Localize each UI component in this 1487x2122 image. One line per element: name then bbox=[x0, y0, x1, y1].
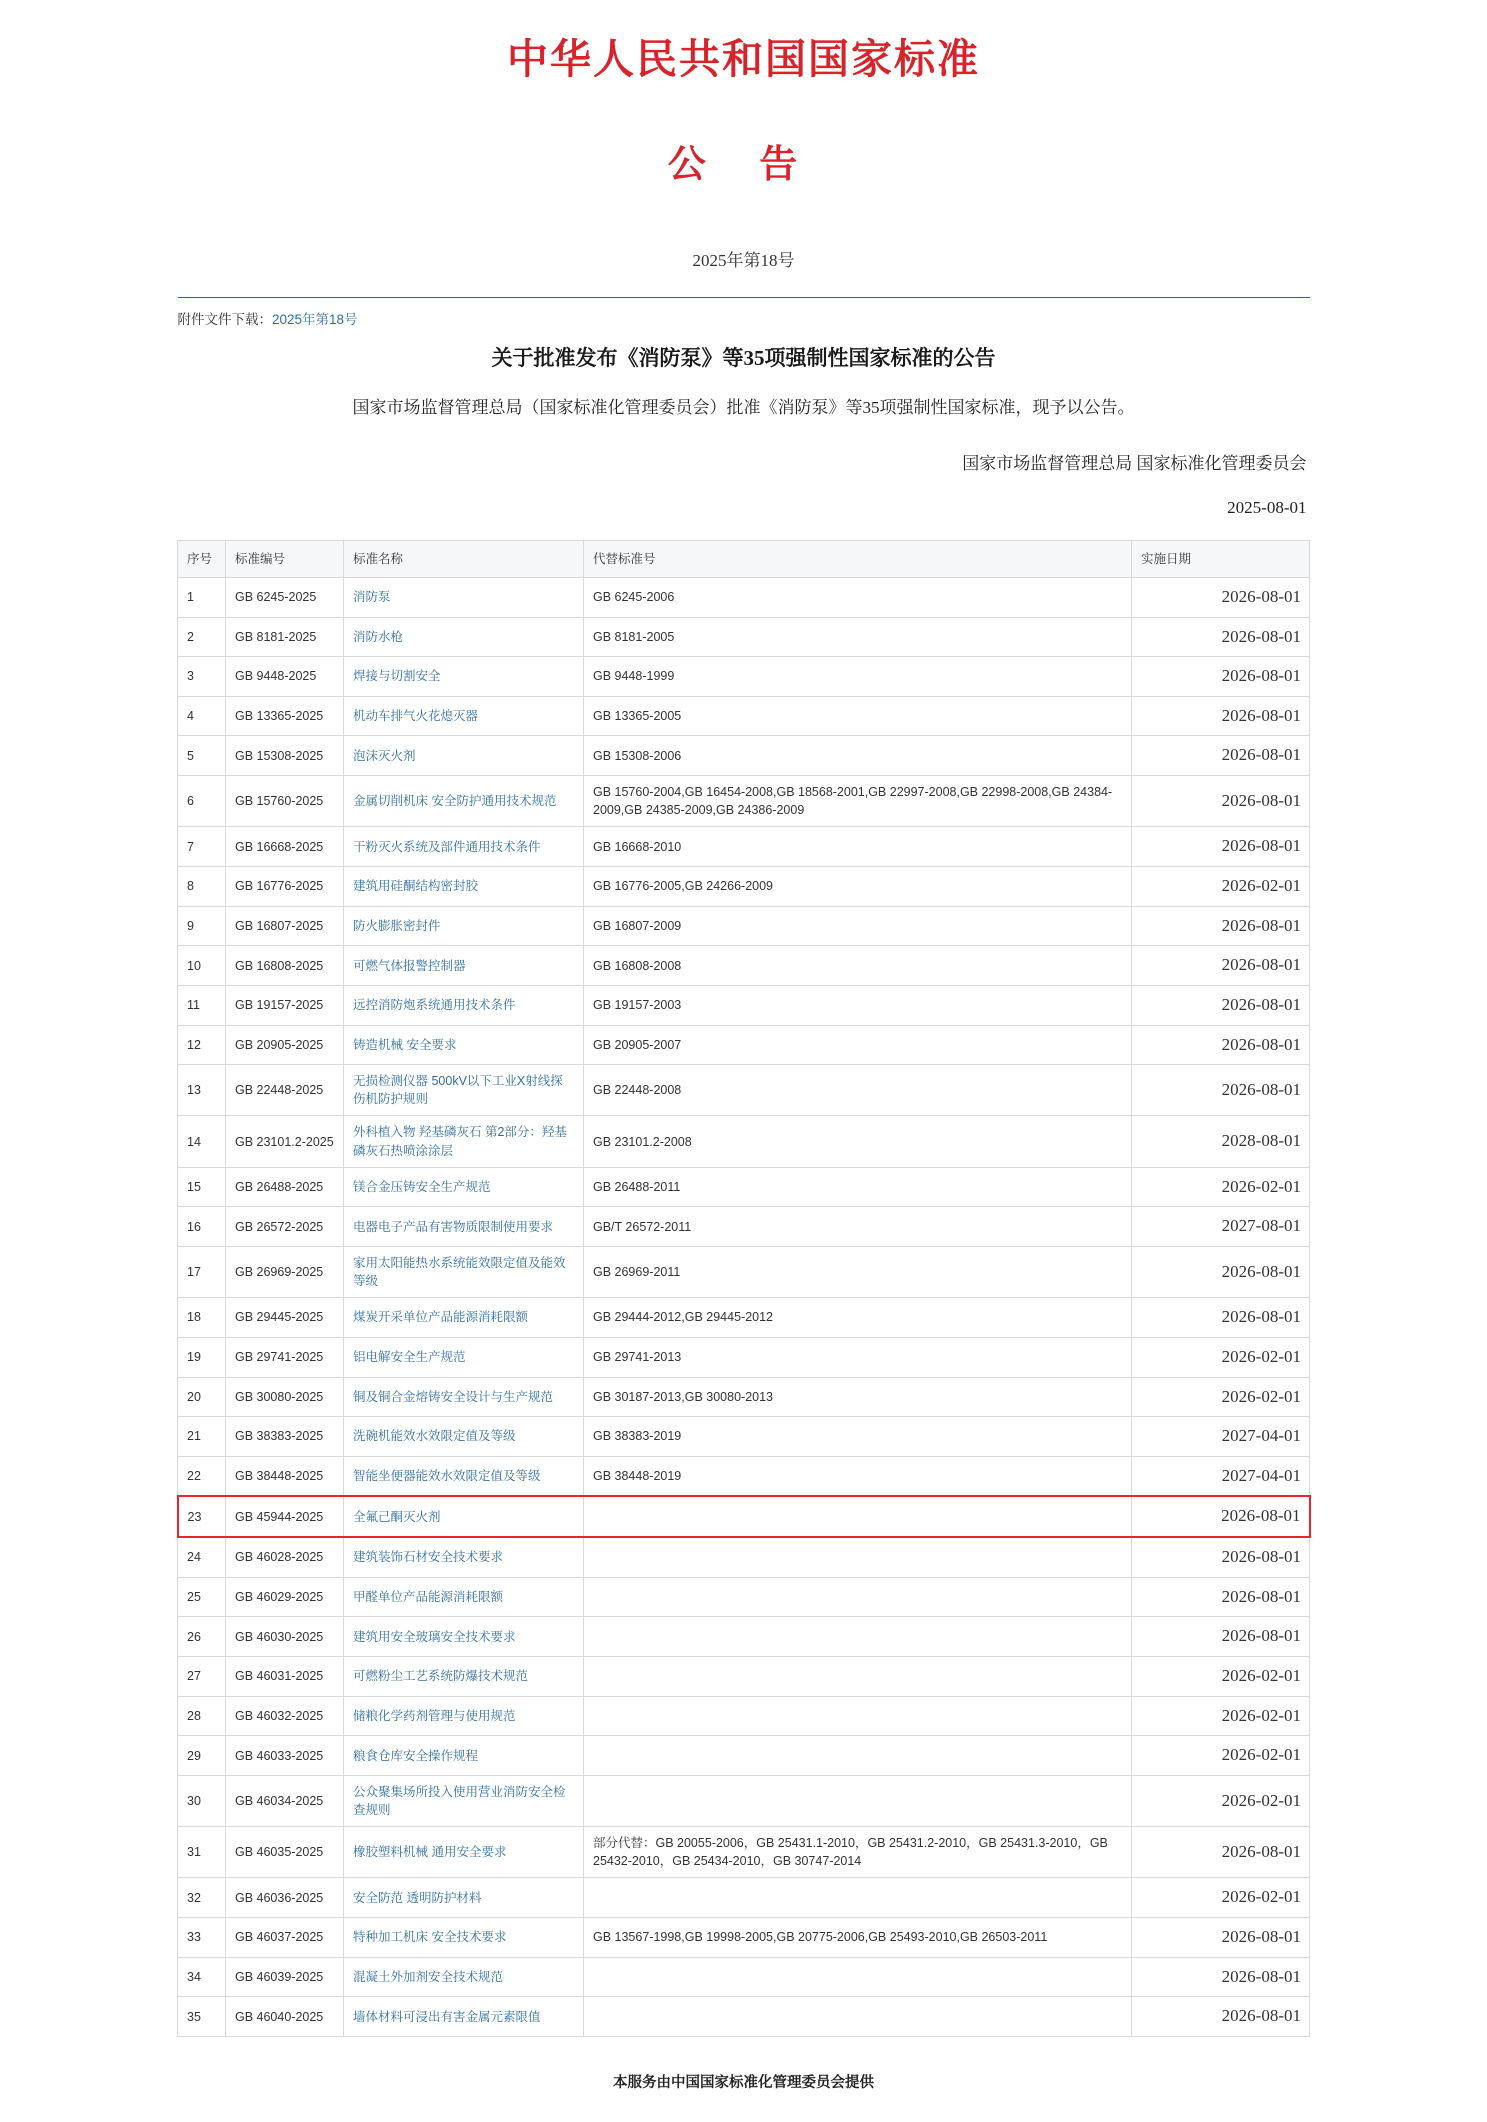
cell-replaced-code: GB 16776-2005,GB 24266-2009 bbox=[584, 866, 1132, 906]
cell-standard-name[interactable]: 铸造机械 安全要求 bbox=[344, 1025, 584, 1065]
cell-seq: 9 bbox=[178, 906, 226, 946]
cell-effective-date: 2027-08-01 bbox=[1132, 1207, 1310, 1247]
cell-replaced-code: GB 38383-2019 bbox=[584, 1417, 1132, 1457]
column-header-name: 标准名称 bbox=[344, 540, 584, 577]
table-row bbox=[178, 657, 1310, 697]
page-subtitle: 公 告 bbox=[667, 144, 820, 186]
table-row bbox=[178, 1736, 1310, 1776]
cell-replaced-code: GB 16808-2008 bbox=[584, 946, 1132, 986]
cell-effective-date: 2026-08-01 bbox=[1132, 1496, 1310, 1537]
cell-seq: 26 bbox=[178, 1617, 226, 1657]
cell-standard-code: GB 46032-2025 bbox=[226, 1696, 344, 1736]
cell-seq: 35 bbox=[178, 1997, 226, 2037]
cell-standard-code: GB 9448-2025 bbox=[226, 657, 344, 697]
table-row bbox=[178, 1065, 1310, 1116]
cell-seq: 33 bbox=[178, 1918, 226, 1958]
cell-standard-code: GB 19157-2025 bbox=[226, 985, 344, 1025]
cell-standard-name[interactable]: 安全防范 透明防护材料 bbox=[344, 1878, 584, 1918]
table-row bbox=[178, 866, 1310, 906]
cell-standard-name[interactable]: 镁合金压铸安全生产规范 bbox=[344, 1167, 584, 1207]
cell-standard-code: GB 13365-2025 bbox=[226, 696, 344, 736]
cell-replaced-code: GB 20905-2007 bbox=[584, 1025, 1132, 1065]
cell-seq: 22 bbox=[178, 1456, 226, 1496]
cell-seq: 10 bbox=[178, 946, 226, 986]
cell-effective-date: 2026-08-01 bbox=[1132, 1246, 1310, 1297]
notice-title: 关于批准发布《消防泵》等35项强制性国家标准的公告 bbox=[491, 346, 996, 370]
cell-seq: 16 bbox=[178, 1207, 226, 1247]
cell-seq: 8 bbox=[178, 866, 226, 906]
table-row bbox=[178, 985, 1310, 1025]
cell-seq: 6 bbox=[178, 776, 226, 827]
cell-replaced-code bbox=[584, 1496, 1132, 1537]
cell-standard-name[interactable]: 全氟己酮灭火剂 bbox=[344, 1496, 584, 1537]
cell-standard-name[interactable]: 无损检测仪器 500kV以下工业X射线探伤机防护规则 bbox=[344, 1065, 584, 1116]
cell-standard-name[interactable]: 干粉灭火系统及部件通用技术条件 bbox=[344, 827, 584, 867]
notice-date: 2025-08-01 bbox=[1227, 497, 1307, 517]
cell-standard-code: GB 38383-2025 bbox=[226, 1417, 344, 1457]
table-row bbox=[178, 1918, 1310, 1958]
table-row bbox=[178, 1116, 1310, 1167]
cell-standard-name[interactable]: 外科植入物 羟基磷灰石 第2部分：羟基磷灰石热喷涂涂层 bbox=[344, 1116, 584, 1167]
cell-standard-name[interactable]: 机动车排气火花熄灭器 bbox=[344, 696, 584, 736]
footer-text: 本服务由中国国家标准化管理委员会提供 bbox=[613, 2074, 874, 2091]
cell-replaced-code: GB 15760-2004,GB 16454-2008,GB 18568-2001,GB 22997-2008,GB 22998-2008,GB 24384-2009,GB 24385-2009,GB 24386-2009 bbox=[584, 776, 1132, 827]
cell-seq: 18 bbox=[178, 1298, 226, 1338]
cell-effective-date: 2026-02-01 bbox=[1132, 1736, 1310, 1776]
cell-effective-date: 2026-08-01 bbox=[1132, 906, 1310, 946]
cell-effective-date: 2026-08-01 bbox=[1132, 1025, 1310, 1065]
table-row bbox=[178, 617, 1310, 657]
cell-standard-name[interactable]: 公众聚集场所投入使用营业消防安全检查规则 bbox=[344, 1775, 584, 1826]
cell-effective-date: 2027-04-01 bbox=[1132, 1456, 1310, 1496]
cell-replaced-code: GB 15308-2006 bbox=[584, 736, 1132, 776]
table-row bbox=[178, 1377, 1310, 1417]
table-row bbox=[178, 1957, 1310, 1997]
cell-effective-date: 2026-02-01 bbox=[1132, 1167, 1310, 1207]
cell-seq: 32 bbox=[178, 1878, 226, 1918]
cell-seq: 20 bbox=[178, 1377, 226, 1417]
cell-effective-date: 2026-08-01 bbox=[1132, 776, 1310, 827]
cell-effective-date: 2026-08-01 bbox=[1132, 1957, 1310, 1997]
cell-replaced-code: GB 29444-2012,GB 29445-2012 bbox=[584, 1298, 1132, 1338]
cell-replaced-code: GB 16668-2010 bbox=[584, 827, 1132, 867]
cell-effective-date: 2026-08-01 bbox=[1132, 1298, 1310, 1338]
table-row bbox=[178, 1167, 1310, 1207]
cell-replaced-code: GB 30187-2013,GB 30080-2013 bbox=[584, 1377, 1132, 1417]
cell-effective-date: 2026-08-01 bbox=[1132, 827, 1310, 867]
cell-standard-code: GB 30080-2025 bbox=[226, 1377, 344, 1417]
cell-standard-name[interactable]: 智能坐便器能效水效限定值及等级 bbox=[344, 1456, 584, 1496]
cell-seq: 24 bbox=[178, 1537, 226, 1577]
cell-standard-code: GB 20905-2025 bbox=[226, 1025, 344, 1065]
table-row bbox=[178, 827, 1310, 867]
cell-replaced-code: GB 6245-2006 bbox=[584, 577, 1132, 617]
cell-effective-date: 2026-08-01 bbox=[1132, 657, 1310, 697]
cell-effective-date: 2026-08-01 bbox=[1132, 1065, 1310, 1116]
cell-standard-code: GB 46029-2025 bbox=[226, 1577, 344, 1617]
cell-standard-name[interactable]: 甲醛单位产品能源消耗限额 bbox=[344, 1577, 584, 1617]
cell-seq: 34 bbox=[178, 1957, 226, 1997]
cell-replaced-code: GB 26969-2011 bbox=[584, 1246, 1132, 1297]
attachment-row bbox=[178, 308, 1310, 328]
cell-replaced-code bbox=[584, 1957, 1132, 1997]
table-row bbox=[178, 1997, 1310, 2037]
cell-seq: 3 bbox=[178, 657, 226, 697]
cell-standard-code: GB 29741-2025 bbox=[226, 1337, 344, 1377]
cell-standard-code: GB 16808-2025 bbox=[226, 946, 344, 986]
cell-replaced-code: GB 38448-2019 bbox=[584, 1456, 1132, 1496]
cell-replaced-code bbox=[584, 1878, 1132, 1918]
cell-standard-name[interactable]: 电器电子产品有害物质限制使用要求 bbox=[344, 1207, 584, 1247]
cell-effective-date: 2027-04-01 bbox=[1132, 1417, 1310, 1457]
cell-standard-name[interactable]: 可燃粉尘工艺系统防爆技术规范 bbox=[344, 1656, 584, 1696]
cell-standard-code: GB 45944-2025 bbox=[226, 1496, 344, 1537]
cell-effective-date: 2026-08-01 bbox=[1132, 946, 1310, 986]
cell-replaced-code bbox=[584, 1696, 1132, 1736]
cell-seq: 30 bbox=[178, 1775, 226, 1826]
cell-effective-date: 2026-02-01 bbox=[1132, 1878, 1310, 1918]
notice-body: 国家市场监督管理总局（国家标准化管理委员会）批准《消防泵》等35项强制性国家标准，现予以公告。 bbox=[352, 398, 1135, 417]
cell-standard-code: GB 46028-2025 bbox=[226, 1537, 344, 1577]
cell-standard-code: GB 46031-2025 bbox=[226, 1656, 344, 1696]
table-row bbox=[178, 946, 1310, 986]
cell-seq: 28 bbox=[178, 1696, 226, 1736]
cell-effective-date: 2026-02-01 bbox=[1132, 1775, 1310, 1826]
cell-effective-date: 2026-08-01 bbox=[1132, 1997, 1310, 2037]
table-row bbox=[178, 776, 1310, 827]
cell-standard-code: GB 26488-2025 bbox=[226, 1167, 344, 1207]
cell-standard-name[interactable]: 粮食仓库安全操作规程 bbox=[344, 1736, 584, 1776]
cell-seq: 15 bbox=[178, 1167, 226, 1207]
cell-seq: 11 bbox=[178, 985, 226, 1025]
cell-seq: 7 bbox=[178, 827, 226, 867]
cell-replaced-code bbox=[584, 1997, 1132, 2037]
cell-effective-date: 2026-08-01 bbox=[1132, 577, 1310, 617]
cell-replaced-code: GB/T 26572-2011 bbox=[584, 1207, 1132, 1247]
cell-standard-name[interactable]: 煤炭开采单位产品能源消耗限额 bbox=[344, 1298, 584, 1338]
page-title: 中华人民共和国国家标准 bbox=[507, 36, 980, 82]
cell-seq: 13 bbox=[178, 1065, 226, 1116]
table-row bbox=[178, 906, 1310, 946]
cell-standard-code: GB 8181-2025 bbox=[226, 617, 344, 657]
cell-standard-code: GB 46039-2025 bbox=[226, 1957, 344, 1997]
cell-replaced-code bbox=[584, 1617, 1132, 1657]
column-header-date: 实施日期 bbox=[1132, 540, 1310, 577]
table-row bbox=[178, 1298, 1310, 1338]
cell-standard-name[interactable]: 洗碗机能效水效限定值及等级 bbox=[344, 1417, 584, 1457]
cell-standard-name[interactable]: 储粮化学药剂管理与使用规范 bbox=[344, 1696, 584, 1736]
issue-number: 2025年第18号 bbox=[692, 251, 795, 270]
cell-seq: 14 bbox=[178, 1116, 226, 1167]
cell-standard-code: GB 46040-2025 bbox=[226, 1997, 344, 2037]
cell-replaced-code: 部分代替：GB 20055-2006，GB 25431.1-2010，GB 25431.2-2010，GB 25431.3-2010，GB 25432-2010，GB 25434-2010，GB 30747-2014 bbox=[584, 1827, 1132, 1878]
cell-replaced-code: GB 9448-1999 bbox=[584, 657, 1132, 697]
cell-replaced-code: GB 23101.2-2008 bbox=[584, 1116, 1132, 1167]
cell-standard-code: GB 46033-2025 bbox=[226, 1736, 344, 1776]
table-header-row bbox=[178, 540, 1310, 577]
cell-replaced-code: GB 22448-2008 bbox=[584, 1065, 1132, 1116]
notice-signature: 国家市场监督管理总局 国家标准化管理委员会 bbox=[962, 453, 1307, 473]
table-row bbox=[178, 1456, 1310, 1496]
cell-replaced-code: GB 26488-2011 bbox=[584, 1167, 1132, 1207]
cell-standard-name[interactable]: 家用太阳能热水系统能效限定值及能效等级 bbox=[344, 1246, 584, 1297]
cell-effective-date: 2026-02-01 bbox=[1132, 866, 1310, 906]
cell-effective-date: 2026-08-01 bbox=[1132, 1537, 1310, 1577]
table-row bbox=[178, 736, 1310, 776]
attachment-label: 附件文件下载： bbox=[177, 312, 272, 327]
cell-effective-date: 2026-02-01 bbox=[1132, 1696, 1310, 1736]
cell-seq: 1 bbox=[178, 577, 226, 617]
cell-standard-code: GB 16668-2025 bbox=[226, 827, 344, 867]
cell-seq: 21 bbox=[178, 1417, 226, 1457]
cell-replaced-code: GB 13365-2005 bbox=[584, 696, 1132, 736]
cell-standard-code: GB 22448-2025 bbox=[226, 1065, 344, 1116]
cell-replaced-code: GB 29741-2013 bbox=[584, 1337, 1132, 1377]
cell-standard-code: GB 46035-2025 bbox=[226, 1827, 344, 1878]
column-header-code: 标准编号 bbox=[226, 540, 344, 577]
cell-standard-name[interactable]: 远控消防炮系统通用技术条件 bbox=[344, 985, 584, 1025]
cell-replaced-code: GB 8181-2005 bbox=[584, 617, 1132, 657]
cell-effective-date: 2026-08-01 bbox=[1132, 736, 1310, 776]
column-header-replace: 代替标准号 bbox=[584, 540, 1132, 577]
cell-standard-code: GB 46037-2025 bbox=[226, 1918, 344, 1958]
cell-seq: 19 bbox=[178, 1337, 226, 1377]
cell-replaced-code bbox=[584, 1775, 1132, 1826]
cell-replaced-code bbox=[584, 1656, 1132, 1696]
table-row bbox=[178, 1337, 1310, 1377]
table-row bbox=[178, 1656, 1310, 1696]
table-row bbox=[178, 1207, 1310, 1247]
cell-standard-code: GB 15308-2025 bbox=[226, 736, 344, 776]
cell-standard-name[interactable]: 建筑用硅酮结构密封胶 bbox=[344, 866, 584, 906]
cell-seq: 12 bbox=[178, 1025, 226, 1065]
cell-effective-date: 2026-02-01 bbox=[1132, 1377, 1310, 1417]
cell-standard-code: GB 16807-2025 bbox=[226, 906, 344, 946]
cell-seq: 29 bbox=[178, 1736, 226, 1776]
cell-seq: 25 bbox=[178, 1577, 226, 1617]
cell-effective-date: 2026-02-01 bbox=[1132, 1337, 1310, 1377]
cell-standard-code: GB 46030-2025 bbox=[226, 1617, 344, 1657]
table-row bbox=[178, 1878, 1310, 1918]
cell-effective-date: 2028-08-01 bbox=[1132, 1116, 1310, 1167]
cell-effective-date: 2026-08-01 bbox=[1132, 1918, 1310, 1958]
cell-standard-code: GB 15760-2025 bbox=[226, 776, 344, 827]
table-row bbox=[178, 1537, 1310, 1577]
cell-replaced-code: GB 16807-2009 bbox=[584, 906, 1132, 946]
column-header-seq: 序号 bbox=[178, 540, 226, 577]
table-row bbox=[178, 577, 1310, 617]
cell-seq: 2 bbox=[178, 617, 226, 657]
cell-replaced-code: GB 19157-2003 bbox=[584, 985, 1132, 1025]
cell-standard-code: GB 26969-2025 bbox=[226, 1246, 344, 1297]
cell-standard-code: GB 46036-2025 bbox=[226, 1878, 344, 1918]
table-row bbox=[178, 1246, 1310, 1297]
cell-replaced-code bbox=[584, 1577, 1132, 1617]
cell-standard-name[interactable]: 焊接与切割安全 bbox=[344, 657, 584, 697]
cell-replaced-code bbox=[584, 1736, 1132, 1776]
cell-standard-code: GB 29445-2025 bbox=[226, 1298, 344, 1338]
cell-effective-date: 2026-08-01 bbox=[1132, 1617, 1310, 1657]
cell-standard-name[interactable]: 混凝土外加剂安全技术规范 bbox=[344, 1957, 584, 1997]
cell-effective-date: 2026-08-01 bbox=[1132, 617, 1310, 657]
table-row bbox=[178, 1577, 1310, 1617]
cell-standard-code: GB 38448-2025 bbox=[226, 1456, 344, 1496]
cell-effective-date: 2026-08-01 bbox=[1132, 696, 1310, 736]
cell-seq: 23 bbox=[178, 1496, 226, 1537]
cell-standard-code: GB 16776-2025 bbox=[226, 866, 344, 906]
cell-standard-code: GB 23101.2-2025 bbox=[226, 1116, 344, 1167]
cell-effective-date: 2026-08-01 bbox=[1132, 1827, 1310, 1878]
cell-effective-date: 2026-08-01 bbox=[1132, 1577, 1310, 1617]
cell-standard-name[interactable]: 铝电解安全生产规范 bbox=[344, 1337, 584, 1377]
cell-standard-name[interactable]: 可燃气体报警控制器 bbox=[344, 946, 584, 986]
cell-effective-date: 2026-08-01 bbox=[1132, 985, 1310, 1025]
table-row bbox=[178, 1617, 1310, 1657]
cell-standard-name[interactable]: 橡胶塑料机械 通用安全要求 bbox=[344, 1827, 584, 1878]
cell-standard-code: GB 26572-2025 bbox=[226, 1207, 344, 1247]
cell-replaced-code bbox=[584, 1537, 1132, 1577]
cell-seq: 4 bbox=[178, 696, 226, 736]
table-row bbox=[178, 1025, 1310, 1065]
cell-standard-name[interactable]: 建筑装饰石材安全技术要求 bbox=[344, 1537, 584, 1577]
cell-replaced-code: GB 13567-1998,GB 19998-2005,GB 20775-2006,GB 25493-2010,GB 26503-2011 bbox=[584, 1918, 1132, 1958]
cell-standard-name[interactable]: 建筑用安全玻璃安全技术要求 bbox=[344, 1617, 584, 1657]
table-row bbox=[178, 1496, 1310, 1537]
table-row bbox=[178, 1417, 1310, 1457]
attachment-download-link[interactable]: 2025年第18号 bbox=[272, 312, 358, 327]
table-row bbox=[178, 1775, 1310, 1826]
divider bbox=[178, 297, 1310, 298]
table-row bbox=[178, 696, 1310, 736]
cell-standard-name[interactable]: 泡沫灭火剂 bbox=[344, 736, 584, 776]
cell-standard-name[interactable]: 墙体材料可浸出有害金属元素限值 bbox=[344, 1997, 584, 2037]
standards-table bbox=[177, 540, 1311, 2037]
table-row bbox=[178, 1696, 1310, 1736]
cell-seq: 31 bbox=[178, 1827, 226, 1878]
cell-standard-name[interactable]: 消防泵 bbox=[344, 577, 584, 617]
table-row bbox=[178, 1827, 1310, 1878]
cell-effective-date: 2026-02-01 bbox=[1132, 1656, 1310, 1696]
cell-standard-name[interactable]: 铜及铜合金熔铸安全设计与生产规范 bbox=[344, 1377, 584, 1417]
cell-standard-code: GB 6245-2025 bbox=[226, 577, 344, 617]
cell-seq: 27 bbox=[178, 1656, 226, 1696]
cell-standard-name[interactable]: 金属切削机床 安全防护通用技术规范 bbox=[344, 776, 584, 827]
cell-standard-name[interactable]: 防火膨胀密封件 bbox=[344, 906, 584, 946]
cell-standard-code: GB 46034-2025 bbox=[226, 1775, 344, 1826]
cell-standard-name[interactable]: 特种加工机床 安全技术要求 bbox=[344, 1918, 584, 1958]
cell-seq: 17 bbox=[178, 1246, 226, 1297]
cell-seq: 5 bbox=[178, 736, 226, 776]
cell-standard-name[interactable]: 消防水枪 bbox=[344, 617, 584, 657]
